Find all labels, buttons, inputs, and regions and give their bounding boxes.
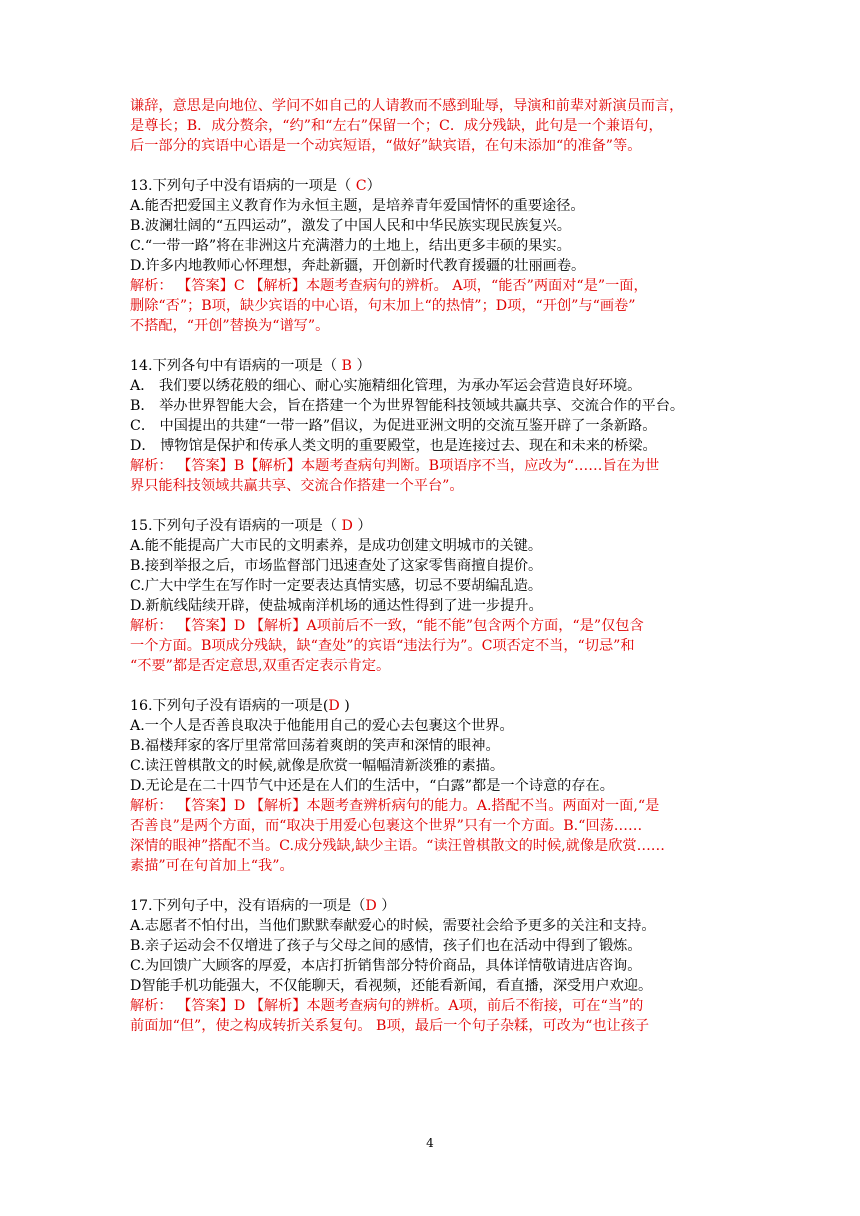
- analysis-line: 是尊长；B．成分赘余，“约”和“左右”保留一个；C．成分残缺，此句是一个兼语句，: [130, 118, 663, 134]
- analysis-line: 深情的眼神”搭配不当。C.成分残缺,缺少主语。“读汪曾棋散文的时候,就像是欣赏……: [130, 838, 665, 854]
- document-page: [130, 96, 730, 1036]
- analysis-line: 前面加“但”，使之构成转折关系复句。 B项，最后一个句子杂糅，可改为“也让孩子: [130, 1018, 650, 1034]
- analysis-line: 解析： 【答案】D 【解析】本题考查病句的辨析。A项，前后不衔接，可在“当”的: [130, 998, 644, 1014]
- option: B.接到举报之后，市场监督部门迅速查处了这家零售商擅自提价。: [130, 558, 543, 574]
- intro-analysis: [130, 96, 730, 156]
- option: A． 我们要以绣花般的细心、耐心实施精细化管理，为承办军运会营造良好环境。: [130, 378, 642, 394]
- analysis-line: 谦辞，意思是向地位、学问不如自己的人请教而不感到耻辱，导演和前辈对新演员而言，: [130, 98, 684, 114]
- option: D． 博物馆是保护和传承人类文明的重要殿堂，也是连接过去、现在和未来的桥梁。: [130, 438, 657, 454]
- page-number: 4: [426, 1136, 434, 1150]
- answer-letter: D: [328, 698, 340, 714]
- option: D.新航线陆续开辟，使盐城南洋机场的通达性得到了进一步提升。: [130, 598, 543, 614]
- question-stem: 13.下列句子中没有语病的一项是（ C）: [130, 178, 381, 194]
- question-16: [130, 696, 730, 876]
- analysis-line: 删除“否”；B项，缺少宾语的中心语，句末加上“的热情”；D项，“开创”与“画卷”: [130, 298, 636, 314]
- question-stem: 16.下列句子没有语病的一项是(D ): [130, 698, 350, 714]
- question-15: [130, 516, 730, 676]
- answer-letter: D: [341, 518, 353, 534]
- question-stem: 17.下列句子中，没有语病的一项是（D ）: [130, 898, 396, 914]
- option: B.波澜壮阔的“五四运动”，激发了中国人民和中华民族实现民族复兴。: [130, 218, 571, 234]
- option: C． 中国提出的共建“一带一路”倡议，为促进亚洲文明的交流互鉴开辟了一条新路。: [130, 418, 657, 434]
- question-17: [130, 896, 730, 1036]
- option: B.福楼拜家的客厅里常常回荡着爽朗的笑声和深情的眼神。: [130, 738, 500, 754]
- option: C.“一带一路”将在非洲这片充满潜力的土地上，结出更多丰硕的果实。: [130, 238, 571, 254]
- option: C.广大中学生在写作时一定要表达真情实感，切忌不要胡编乱造。: [130, 578, 543, 594]
- analysis-line: 后一部分的宾语中心语是一个动宾短语，“做好”缺宾语，在句末添加“的准备”等。: [130, 138, 642, 154]
- question-14: [130, 356, 730, 496]
- analysis-line: 否善良”是两个方面，而“取决于用爱心包裹这个世界”只有一个方面。B.“回荡……: [130, 818, 643, 834]
- analysis-line: “不要”都是否定意思,双重否定表示肯定。: [130, 658, 391, 674]
- analysis-line: 不搭配，“开创”替换为“谱写”。: [130, 318, 330, 334]
- option: A.能否把爱国主义教育作为永恒主题，是培养青年爱国情怀的重要途径。: [130, 198, 585, 214]
- option: C.读汪曾棋散文的时候,就像是欣赏一幅幅清新淡雅的素描。: [130, 758, 505, 774]
- analysis-line: 界只能科技领域共赢共享、交流合作搭建一个平台”。: [130, 478, 464, 494]
- option: D智能手机功能强大，不仅能聊天，看视频，还能看新闻，看直播，深受用户欢迎。: [130, 978, 653, 994]
- answer-letter: B: [341, 358, 352, 374]
- option: B.亲子运动会不仅增进了孩子与父母之间的感情，孩子们也在活动中得到了锻炼。: [130, 938, 642, 954]
- option: B． 举办世界智能大会，旨在搭建一个为世界智能科技领域共赢共享、交流合作的平台。: [130, 398, 685, 414]
- option: D.无论是在二十四节气中还是在人们的生活中，“白露”都是一个诗意的存在。: [130, 778, 614, 794]
- question-stem: 14.下列各句中有语病的一项是（ B ）: [130, 358, 371, 374]
- option: C.为回馈广大顾客的厚爱，本店打折销售部分特价商品，具体详情敬请进店咨询。: [130, 958, 642, 974]
- option: D.许多内地教师心怀理想，奔赴新疆，开创新时代教育援疆的壮丽画卷。: [130, 258, 586, 274]
- analysis-line: 解析： 【答案】C 【解析】本题考查病句的辨析。 A项，“能否”两面对“是”一面，: [130, 278, 648, 294]
- analysis-line: 一个方面。B项成分残缺，缺“查处”的宾语“违法行为”。C项否定不当，“切忌”和: [130, 638, 635, 654]
- option: A.志愿者不怕付出，当他们默默奉献爱心的时候，需要社会给予更多的关注和支持。: [130, 918, 656, 934]
- option: A.能不能提高广大市民的文明素养，是成功创建文明城市的关键。: [130, 538, 543, 554]
- analysis-line: 素描”可在句首加上“我”。: [130, 858, 294, 874]
- analysis-line: 解析： 【答案】D 【解析】A项前后不一致，“能不能”包含两个方面，“是”仅包含: [130, 618, 644, 634]
- analysis-line: 解析： 【答案】D 【解析】本题考查辨析病句的能力。A.搭配不当。两面对一面,“是: [130, 798, 660, 814]
- question-13: [130, 176, 730, 336]
- question-stem: 15.下列句子没有语病的一项是（ D ）: [130, 518, 372, 534]
- answer-letter: D: [365, 898, 377, 914]
- option: A.一个人是否善良取决于他能用自己的爱心去包裹这个世界。: [130, 718, 514, 734]
- answer-letter: C: [355, 178, 367, 194]
- analysis-line: 解析： 【答案】B【解析】本题考查病句判断。B项语序不当，应改为“……旨在为世: [130, 458, 660, 474]
